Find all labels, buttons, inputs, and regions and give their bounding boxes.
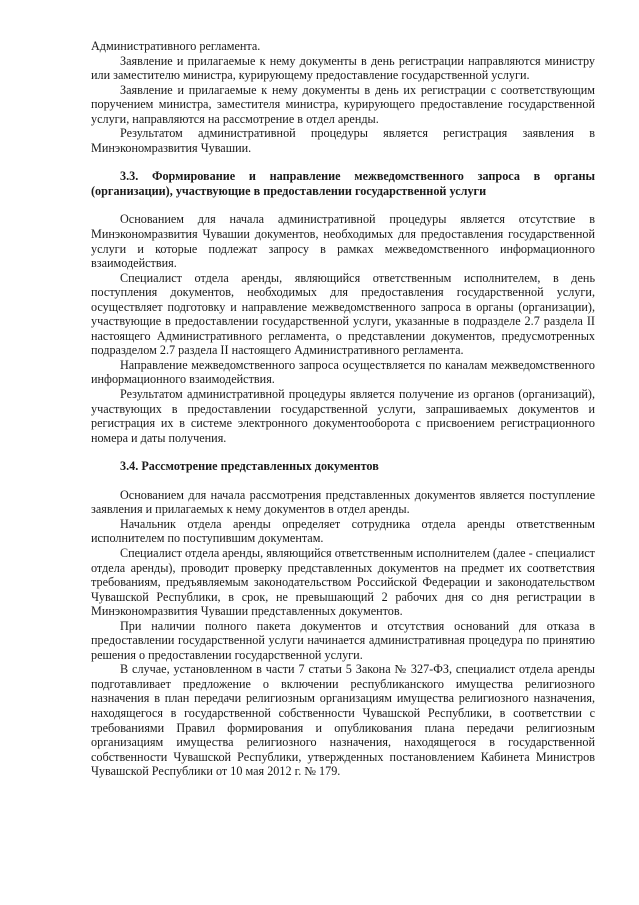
section-heading-3-3: 3.3. Формирование и направление межведомственного запроса в органы (организации), участвующие в предоставлении государственной услуги — [91, 169, 595, 198]
paragraph: Специалист отдела аренды, являющийся ответственным исполнителем, в день поступления документов, необходимых для предоставления государственной услуги, осуществляет подготовку и направление межведомственного запроса в органы (организации), участвующие в предоставлении государственной услуги, указанные в подразделе 2.7 раздела II настоящего Административного регламента, о представлении документов, предусмотренных подразделом 2.7 раздела II настоящего Административного регламента. — [91, 270, 595, 358]
paragraph: Начальник отдела аренды определяет сотрудника отдела аренды ответственным исполнителем по поступившим документам. — [91, 516, 595, 546]
section-heading-3-4: 3.4. Рассмотрение представленных документов — [120, 459, 379, 474]
document-page — [91, 39, 595, 779]
paragraph: Заявление и прилагаемые к нему документы в день их регистрации с соответствующим поручением министра, заместителя министра, курирующего предоставление государственной услуги, направляются на рассмотрение в отдел аренды. — [91, 82, 595, 126]
paragraph: Заявление и прилагаемые к нему документы в день регистрации направляются министру или заместителю министра, курирующему предоставление государственной услуги. — [91, 53, 595, 83]
paragraph: Результатом административной процедуры является регистрация заявления в Минэкономразвития Чувашии. — [91, 126, 595, 155]
paragraph: Основанием для начала рассмотрения представленных документов является поступление заявления и прилагаемых к нему документов в отдел аренды. — [91, 487, 595, 517]
paragraph: При наличии полного пакета документов и отсутствия оснований для отказа в предоставлении государственной услуги начинается административная процедура по принятию решения о предоставлении государственной услуги. — [91, 618, 595, 662]
paragraph: В случае, установленном в части 7 статьи 5 Закона № 327-ФЗ, специалист отдела аренды подготавливает предложение о включении республиканского имущества религиозного назначения в план передачи религиозным организациям имущества религиозного назначения, находящегося в государственной собственности Чувашской Республики, в соответствии с требованиями Правил формирования и опубликования плана передачи религиозным организациям имущества религиозного назначения, находящегося в государственной собственности Чувашской Республики, утвержденных постановлением Кабинета Министров Чувашской Республики от 10 мая 2012 г. № 179. — [91, 662, 595, 779]
paragraph: Административного регламента. — [91, 39, 261, 53]
paragraph: Направление межведомственного запроса осуществляется по каналам межведомственного информационного взаимодействия. — [91, 357, 595, 387]
paragraph: Специалист отдела аренды, являющийся ответственным исполнителем (далее - специалист отдела аренды), проводит проверку представленных документов на предмет их соответствия требованиям, предъявляемым законодательством Российской Федерации и законодательством Чувашской Республики, в срок, не превышающий 2 рабочих дня со дня регистрации в Минэкономразвития Чувашии представленных документов. — [91, 545, 595, 619]
paragraph: Основанием для начала административной процедуры является отсутствие в Минэкономразвития Чувашии документов, необходимых для предоставления государственной услуги и которые подлежат запросу в рамках межведомственного информационного взаимодействия. — [91, 212, 595, 271]
paragraph: Результатом административной процедуры является получение из органов (организаций), участвующих в предоставлении государственной услуги, запрашиваемых документов и регистрация их в системе электронного документооборота с присвоением регистрационного номера и даты получения. — [91, 387, 595, 445]
